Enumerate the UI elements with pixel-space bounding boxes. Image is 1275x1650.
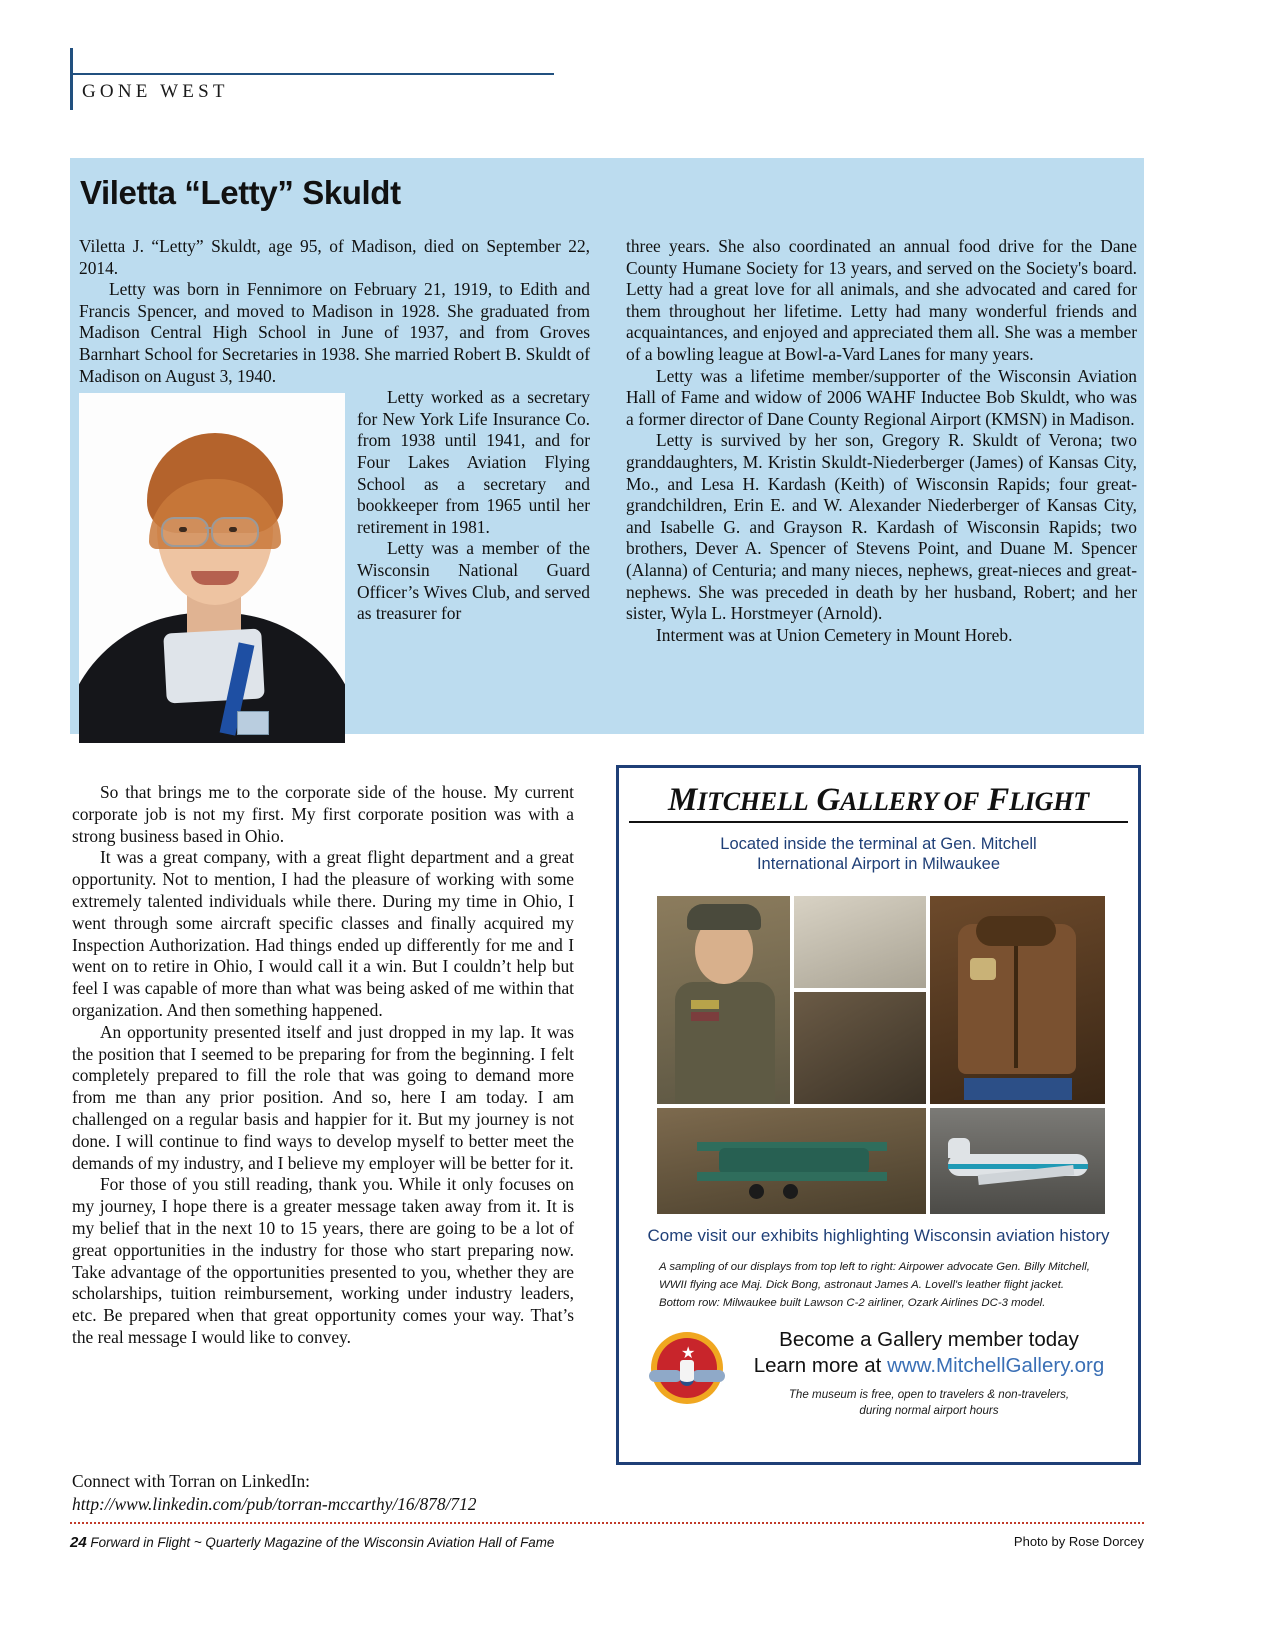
ad-member-line1: Become a Gallery member today [779, 1328, 1079, 1351]
ad-photo-caption [659, 1258, 1101, 1312]
portrait-eyeglass-right [211, 517, 259, 547]
portrait-badge [237, 711, 269, 735]
footer-divider [70, 1522, 1144, 1524]
obituary-paragraph: Letty is survived by her son, Gregory R. Skuldt of Verona; two granddaughters, M. Kristin Skuldt-Niederberger (James) of Kansas City, Mo., and Lesa H. Kardash (Keith) of Wisconsin Rapids; four great-grandchildren, Erin E. and W. Alexander Niederberger of Kansas City, and Isabelle G. and Grayson R. Kardash of Wisconsin Rapids; two brothers, Dever A. Spencer of Stevens Point, and Duane M. Spencer (Alanna) of Centuria; and many nieces, nephews, great-nieces and great-nephews. She was preceded in death by her husband, Robert; and her sister, Wyla L. Horstmeyer (Arnold). [626, 430, 1137, 624]
obituary-paragraph: Letty was a lifetime member/supporter of the Wisconsin Aviation Hall of Fame and widow of 2006 WAHF Inductee Bob Skuldt, who was a former director of Dane County Regional Airport (KMSN) in Madison. [626, 365, 1137, 429]
article-paragraph: So that brings me to the corporate side of the house. My current corporate job is not my first. My first corporate position was with a strong business based in Ohio. [72, 782, 574, 846]
star-icon: ★ [681, 1345, 696, 1362]
footer-publication: Forward in Flight ~ Quarterly Magazine of the Wisconsin Aviation Hall of Fame [90, 1535, 555, 1550]
obituary-title: Viletta “Letty” Skuldt [80, 174, 401, 211]
obituary-paragraph: Viletta J. “Letty” Skuldt, age 95, of Madison, died on September 22, 2014. [79, 236, 590, 278]
ad-membership-text [739, 1328, 1119, 1419]
ad-caption-line2: WWII flying ace Maj. Dick Bong, astronaut James A. Lovell's leather flight jacket. [659, 1279, 1065, 1291]
photo-ozark-dc3-model [930, 1108, 1105, 1214]
portrait-eye-left [179, 527, 187, 532]
portrait-mouth [191, 571, 239, 585]
obituary-paragraph: Interment was at Union Cemetery in Mount Horeb. [656, 624, 1013, 645]
photo-lawson-c2-airliner-model [657, 1108, 926, 1214]
portrait-eyeglass-bridge [205, 527, 211, 529]
ad-membership-block [643, 1328, 1119, 1423]
footer-left [70, 1534, 554, 1551]
photo-credit: Photo by Rose Dorcey [1013, 1534, 1144, 1549]
obituary-columns [79, 236, 1137, 720]
obituary-paragraph: Letty worked as a secretary for New York Life Insurance Co. from 1938 until 1941, and for Four Lakes Aviation Flying School as a secretary and bookkeeper from 1965 until her retirement in 1981. [357, 387, 590, 537]
ad-tagline: Come visit our exhibits highlighting Wisconsin aviation history [647, 1226, 1110, 1245]
ad-member-line2 [739, 1354, 1119, 1378]
ad-subtitle-line1: Located inside the terminal at Gen. Mitchell [720, 835, 1037, 853]
portrait-photo [79, 393, 345, 743]
section-kicker: GONE WEST [82, 81, 229, 102]
header-vertical-rule [70, 48, 73, 110]
ad-title-text: MITCHELL GALLERY OF FLIGHT [668, 782, 1089, 818]
mitchell-gallery-logo-icon [651, 1332, 723, 1404]
obituary-column-left [79, 236, 590, 745]
photo-medals-display [794, 992, 926, 1104]
article-body [72, 782, 574, 1349]
ad-photo-collage [657, 896, 1105, 1214]
linkedin-url[interactable]: http://www.linkedin.com/pub/torran-mccarthy/16/878/712 [72, 1494, 477, 1514]
ad-subtitle [619, 834, 1138, 874]
connect-block [72, 1470, 574, 1516]
ad-caption-line3: Bottom row: Milwaukee built Lawson C-2 airliner, Ozark Airlines DC-3 model. [659, 1297, 1046, 1309]
page-header [70, 48, 560, 110]
ad-subtitle-line2: International Airport in Milwaukee [756, 855, 1001, 873]
photo-gen-billy-mitchell-portrait [657, 896, 790, 1104]
photo-aircraft-display [794, 896, 926, 988]
ad-member-note [739, 1387, 1119, 1419]
ad-caption-line1: A sampling of our displays from top left to right: Airpower advocate Gen. Billy Mitchell, [659, 1261, 1090, 1273]
ad-title [629, 782, 1128, 823]
advertisement-mitchell-gallery[interactable] [616, 765, 1141, 1465]
obituary-column-right [626, 236, 1137, 646]
article-paragraph: It was a great company, with a great flight department and a great opportunity. Not to mention, I had the pleasure of working with some extremely talented individuals while there. During my time in Ohio, I went through some aircraft specific classes and finally acquired my Inspection Authorization. Had things ended up differently for me and I went on to retire in Ohio, I would call it a win. But I couldn’t help but feel I was capable of more than what was being asked of me within that organization. And then something happened. [72, 847, 574, 1020]
portrait-eyeglass-left [161, 517, 209, 547]
ad-member-note-line1: The museum is free, open to travelers & non-travelers, [788, 1388, 1070, 1401]
obituary-paragraph: three years. She also coordinated an annual food drive for the Dane County Humane Society for 13 years, and served on the Society's board. Letty had a great love for all animals, and she advocated and cared for them throughout her lifetime. Letty had many wonderful friends and acquaintances, and enjoyed and appreciated them all. She was a member of a bowling league at Bowl-a-Vard Lanes for many years. [626, 236, 1137, 364]
article-paragraph: An opportunity presented itself and just dropped in my lap. It was the position that I seemed to be preparing for from the beginning. I felt completely prepared to fill the role that was going to demand more from me than any prior position. And so, here I am today. I am challenged on a regular basis and happier for it. But my journey is not done. I will continue to find ways to develop myself to better meet the demands of my industry, and I believe my employer will be better for it. [72, 1021, 574, 1173]
header-horizontal-rule [70, 73, 554, 75]
ad-member-note-line2: during normal airport hours [859, 1404, 999, 1417]
page-footer [70, 1534, 1144, 1558]
ad-member-url[interactable]: www.MitchellGallery.org [887, 1354, 1105, 1377]
portrait-eye-right [229, 527, 237, 532]
photo-lovell-leather-flight-jacket [930, 896, 1105, 1104]
connect-label: Connect with Torran on LinkedIn: [72, 1471, 311, 1491]
obituary-panel [70, 158, 1144, 734]
page-number: 24 [70, 1534, 87, 1551]
obituary-paragraph: Letty was a member of the Wisconsin National Guard Officer’s Wives Club, and served as treasurer for [357, 538, 590, 624]
obituary-paragraph: Letty was born in Fennimore on February 21, 1919, to Edith and Francis Spencer, and moved to Madison in 1928. She graduated from Madison Central High School in June of 1937, and from Groves Barnhart School for Secretaries in 1938. She married Robert B. Skuldt of Madison on August 3, 1940. [79, 279, 590, 386]
article-paragraph: For those of you still reading, thank you. While it only focuses on my journey, I hope there is a greater message taken away from it. It is my belief that in the next 10 to 15 years, there are going to be a lot of great opportunities in the industry for those who start preparing now. Take advantage of the opportunities presented to you, whether they are scholarships, tuition reimbursement, working under industry leaders, etc. Be prepared when that great opportunity comes your way. That’s the real message I would like to convey. [72, 1174, 574, 1347]
ad-member-prefix: Learn more at [753, 1354, 888, 1377]
